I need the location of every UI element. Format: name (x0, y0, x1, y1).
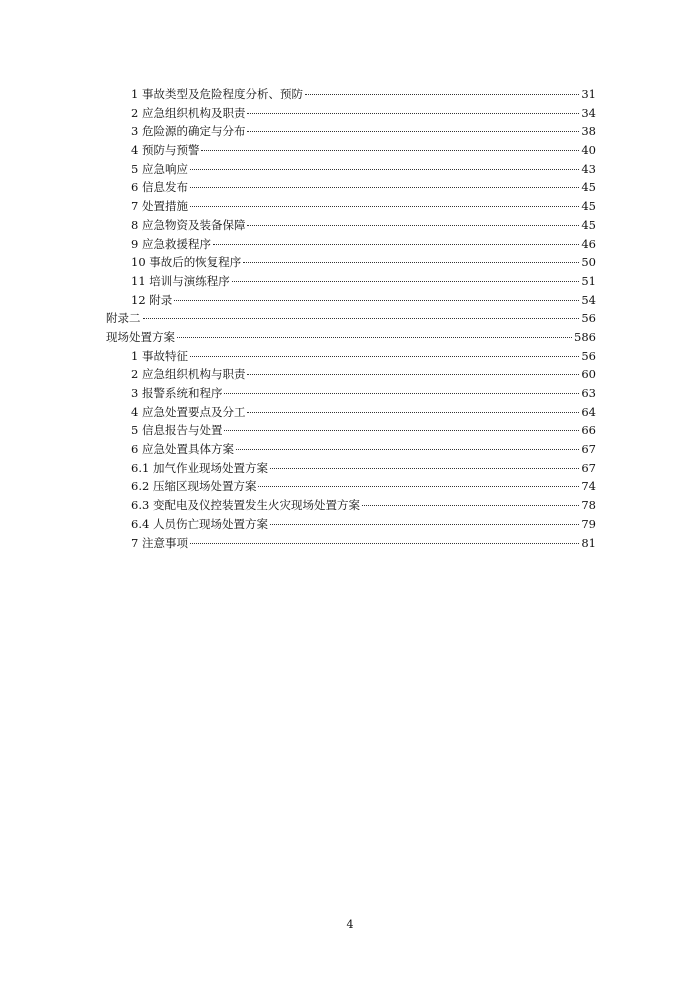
toc-entry-page: 50 (581, 255, 596, 270)
toc-entry-page: 46 (581, 236, 596, 251)
toc-entry-page: 67 (581, 442, 596, 457)
toc-entry-page: 56 (581, 348, 596, 363)
toc-entry-page: 81 (581, 535, 596, 550)
toc-entry-title: 4 应急处置要点及分工 (131, 404, 246, 419)
toc-entry[interactable] (106, 178, 596, 197)
toc-entry[interactable] (106, 272, 596, 291)
toc-entry-title: 附录二 (106, 311, 141, 326)
toc-entry-title: 6 应急处置具体方案 (131, 442, 234, 457)
toc-dot-leader (213, 244, 579, 245)
toc-entry[interactable] (106, 309, 596, 328)
page-number: 4 (346, 918, 354, 931)
table-of-contents (106, 85, 596, 552)
toc-entry-page: 45 (581, 199, 596, 214)
toc-entry-title: 12 附录 (131, 292, 173, 307)
toc-entry[interactable] (106, 384, 596, 403)
toc-entry-title: 3 报警系统和程序 (131, 386, 223, 400)
toc-entry-title: 6.1 加气作业现场处置方案 (131, 460, 268, 475)
toc-dot-leader (270, 524, 579, 525)
toc-entry-title: 2 应急组织机构及职责 (131, 105, 246, 120)
toc-entry-page: 63 (581, 386, 596, 400)
toc-entry-title: 10 事故后的恢复程序 (131, 255, 242, 270)
toc-dot-leader (190, 356, 579, 357)
toc-dot-leader (190, 187, 579, 188)
toc-entry-title: 5 信息报告与处置 (131, 423, 223, 438)
toc-dot-leader (190, 169, 579, 170)
toc-dot-leader (247, 225, 579, 226)
toc-entry-title: 2 应急组织机构与职责 (131, 367, 246, 382)
toc-dot-leader (305, 94, 579, 95)
toc-entry-page: 43 (581, 161, 596, 176)
toc-entry[interactable] (106, 122, 596, 141)
toc-entry[interactable] (106, 104, 596, 123)
toc-entry-page: 66 (581, 423, 596, 438)
toc-entry-page: 67 (581, 460, 596, 475)
toc-entry-title: 1 事故类型及危险程度分析、预防 (131, 87, 303, 101)
toc-entry[interactable] (106, 291, 596, 310)
toc-dot-leader (247, 374, 579, 375)
toc-dot-leader (247, 131, 579, 132)
toc-entry-page: 64 (581, 404, 596, 419)
toc-entry-title: 6 信息发布 (131, 180, 188, 195)
toc-dot-leader (247, 113, 579, 114)
toc-entry-page: 34 (581, 105, 596, 120)
toc-entry-title: 7 处置措施 (131, 199, 188, 214)
toc-dot-leader (190, 206, 579, 207)
toc-entry[interactable] (106, 235, 596, 254)
toc-entry-page: 40 (581, 143, 596, 158)
toc-entry-title: 5 应急响应 (131, 161, 188, 176)
toc-dot-leader (243, 262, 579, 263)
toc-entry[interactable] (106, 216, 596, 235)
toc-entry-title: 8 应急物资及装备保障 (131, 217, 246, 232)
toc-entry-page: 56 (581, 311, 596, 326)
toc-dot-leader (143, 318, 580, 319)
toc-entry-page: 45 (581, 180, 596, 195)
toc-entry[interactable] (106, 403, 596, 422)
toc-dot-leader (224, 393, 579, 394)
toc-entry-title: 6.4 人员伤亡现场处置方案 (131, 516, 268, 531)
toc-entry-page: 51 (581, 273, 596, 288)
toc-entry-title: 6.2 压缩区现场处置方案 (131, 479, 257, 494)
toc-entry-page: 79 (581, 516, 596, 531)
toc-dot-leader (190, 543, 579, 544)
toc-entry[interactable] (106, 421, 596, 440)
toc-entry[interactable] (106, 459, 596, 478)
toc-entry-title: 9 应急救援程序 (131, 236, 211, 251)
toc-dot-leader (270, 468, 579, 469)
toc-entry-page: 45 (581, 217, 596, 232)
toc-entry[interactable] (106, 253, 596, 272)
toc-dot-leader (247, 412, 579, 413)
toc-dot-leader (362, 505, 579, 506)
toc-entry[interactable] (106, 515, 596, 534)
toc-entry-title: 4 预防与预警 (131, 143, 200, 158)
toc-entry-page: 54 (581, 292, 596, 307)
toc-entry-page: 38 (581, 124, 596, 139)
toc-entry[interactable] (106, 85, 596, 104)
toc-dot-leader (236, 449, 579, 450)
toc-entry-title: 6.3 变配电及仪控装置发生火灾现场处置方案 (131, 498, 360, 513)
toc-entry-page: 586 (574, 329, 596, 344)
toc-entry-title: 7 注意事项 (131, 535, 188, 550)
toc-entry[interactable] (106, 160, 596, 179)
toc-entry-title: 3 危险源的确定与分布 (131, 124, 246, 139)
toc-entry-title: 1 事故特征 (131, 348, 188, 363)
toc-entry[interactable] (106, 197, 596, 216)
toc-entry-page: 78 (581, 498, 596, 513)
toc-entry[interactable] (106, 347, 596, 366)
toc-dot-leader (174, 300, 579, 301)
toc-entry[interactable] (106, 477, 596, 496)
toc-entry[interactable] (106, 496, 596, 515)
toc-entry-page: 74 (581, 479, 596, 494)
toc-entry[interactable] (106, 440, 596, 459)
toc-dot-leader (201, 150, 579, 151)
toc-dot-leader (258, 486, 579, 487)
toc-entry-page: 60 (581, 367, 596, 382)
toc-entry-title: 11 培训与演练程序 (131, 273, 230, 288)
toc-entry[interactable] (106, 534, 596, 553)
toc-entry[interactable] (106, 141, 596, 160)
toc-dot-leader (224, 430, 579, 431)
toc-dot-leader (232, 281, 580, 282)
toc-entry-title: 现场处置方案 (106, 329, 175, 344)
toc-entry[interactable] (106, 365, 596, 384)
toc-entry[interactable] (106, 328, 596, 347)
toc-entry-page: 31 (581, 87, 596, 101)
toc-dot-leader (177, 337, 572, 338)
